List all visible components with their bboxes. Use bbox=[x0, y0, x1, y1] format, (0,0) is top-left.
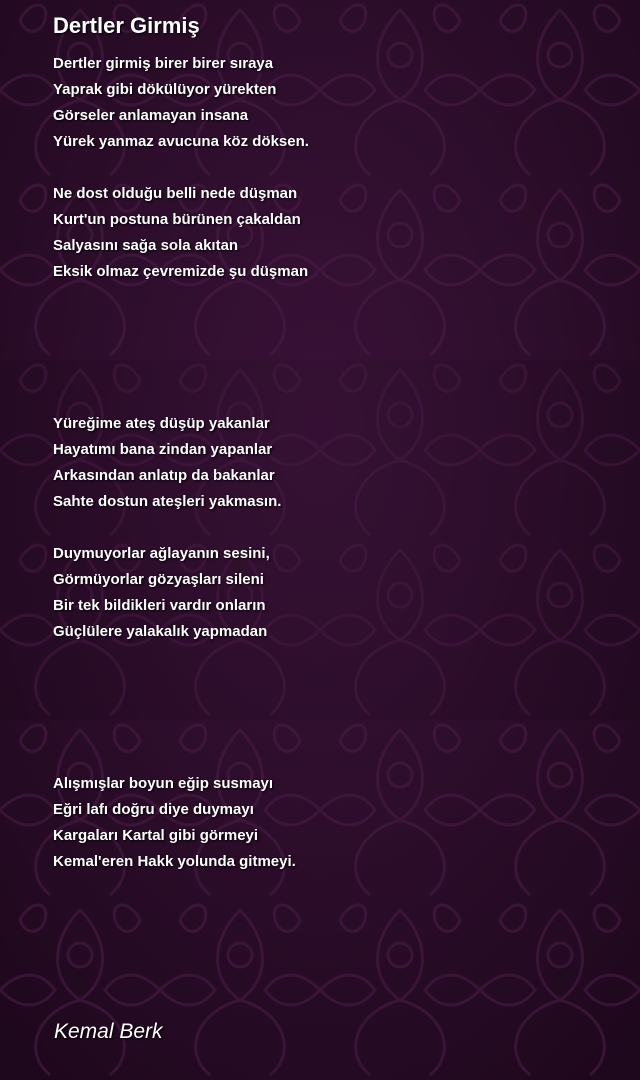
poem-line: Dertler girmiş birer birer sıraya bbox=[53, 55, 274, 72]
poem-line: Yürek yanmaz avucuna köz döksen. bbox=[53, 133, 309, 150]
poem-line: Kemal'eren Hakk yolunda gitmeyi. bbox=[53, 853, 296, 870]
poem-stanza bbox=[53, 51, 309, 155]
poem-line: Eksik olmaz çevremizde şu düşman bbox=[53, 263, 309, 280]
poem-line: Yüreğime ateş düşüp yakanlar bbox=[53, 415, 270, 432]
poem-line: Arkasından anlatıp da bakanlar bbox=[53, 467, 275, 484]
poem-line: Yaprak gibi dökülüyor yürekten bbox=[53, 81, 277, 98]
poem-stanza bbox=[53, 771, 296, 875]
poem-line: Görseler anlamayan insana bbox=[53, 107, 249, 124]
poem-line: Kargaları Kartal gibi görmeyi bbox=[53, 827, 259, 844]
poem-stanza bbox=[53, 181, 308, 285]
poem-line: Bir tek bildikleri vardır onların bbox=[53, 597, 266, 614]
poem-title: Dertler Girmiş bbox=[53, 13, 200, 38]
poem-line: Hayatımı bana zindan yapanlar bbox=[53, 441, 273, 458]
poem-line: Görmüyorlar gözyaşları sileni bbox=[53, 571, 264, 588]
poem-line: Sahte dostun ateşleri yakmasın. bbox=[53, 493, 282, 510]
poem-line: Güçlülere yalakalık yapmadan bbox=[53, 623, 268, 640]
poem-stanza bbox=[53, 411, 281, 515]
poem-line: Salyasını sağa sola akıtan bbox=[53, 237, 239, 254]
poem-line: Kurt'un postuna bürünen çakaldan bbox=[53, 211, 301, 228]
poem-line: Duymuyorlar ağlayanın sesini, bbox=[53, 545, 270, 562]
poem-author: Kemal Berk bbox=[54, 1020, 163, 1043]
poem-line: Ne dost olduğu belli nede düşman bbox=[53, 185, 298, 202]
poem-line: Alışmışlar boyun eğip susmayı bbox=[53, 775, 274, 792]
poem-line: Eğri lafı doğru diye duymayı bbox=[53, 801, 254, 818]
poem-stanza bbox=[53, 541, 270, 645]
